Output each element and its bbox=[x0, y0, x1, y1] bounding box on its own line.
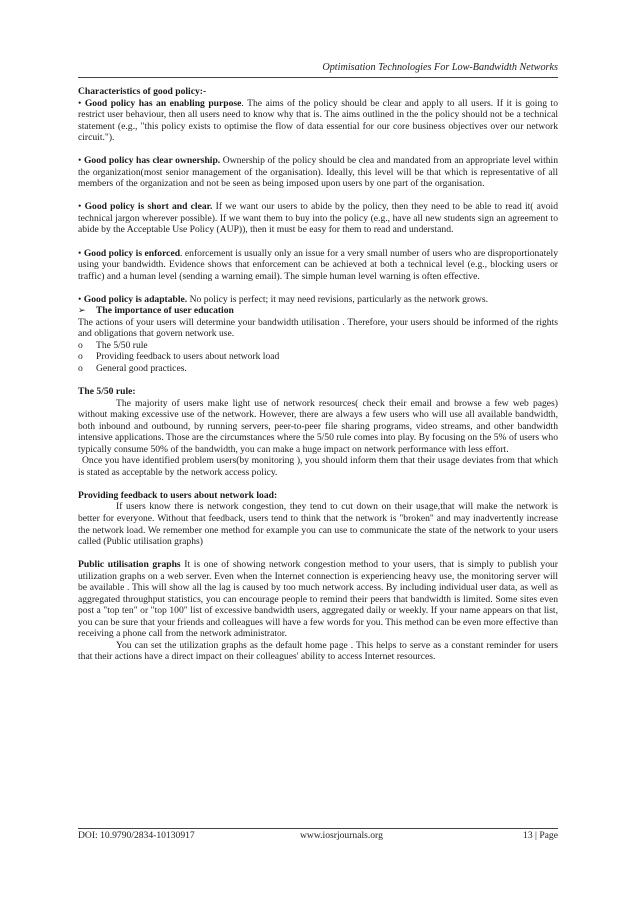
policy-item: • Good policy is enforced. enforcement is usually only an issue for a very small number of users who are disproportionately using your bandwidth. Evidence shows that enforcement can be achieved at both a technical level (e.g., blocking users or traffic) and a human level (sending a warning email). The simple human level warning is often effective. bbox=[78, 247, 558, 282]
education-intro: The actions of your users will determine your bandwidth utilisation . Therefore, your users should be informed of the rights and obligations that govern network use. bbox=[78, 316, 558, 340]
characteristics-heading: Characteristics of good policy:- bbox=[78, 86, 207, 97]
policy-item: • Good policy has clear ownership. Ownership of the policy should be clea and mandated from an appropriate level within the organization(most senior management of the organisation). Ideally, this level will be that which is representative of all members of the organization and not be seen as being imposed upon users by one part of the organisation. bbox=[78, 155, 558, 190]
policy-item: • Good policy is short and clear. If we want our users to abide by the policy, then they need to be able to read it( avoid technical jargon wherever possible). If we want them to buy into the policy (e.g., have all new students sign an agreement to abide by the Acceptable Use Policy (AUP)), then it must be easy for them to read and understand. bbox=[78, 201, 558, 236]
list-item: o Providing feedback to users about network load bbox=[78, 351, 280, 363]
rule550-paragraph: The majority of users make light use of network resources( check their email and browse a few web pages) without making excessive use of the network. However, there are always a few users who will use all available bandwidth, both inbound and outbound, by running servers, peer-to-peer file sharing programs, video streams, and other bandwidth intensive applications. Those are the circumstances where the 5/50 rule comes into play. By focusing on the 5% of users who typically consume 50% of the bandwidth, you can make a huge impact on network performance with less effort. bbox=[78, 397, 558, 455]
rule550-paragraph-2: Once you have identified problem users(by monitoring ), you should inform them that their usage deviates from that which is stated as acceptable by the network access policy. bbox=[78, 455, 558, 478]
header-rule bbox=[78, 77, 558, 78]
footer-website: www.iosrjournals.org bbox=[300, 830, 383, 841]
page-body bbox=[78, 86, 558, 663]
education-heading: The importance of user education bbox=[96, 305, 234, 317]
footer-rule bbox=[78, 828, 558, 829]
graphs-heading: Public utilisation graphs bbox=[78, 559, 181, 571]
education-heading-row bbox=[78, 305, 558, 317]
footer-doi: DOI: 10.9790/2834-10130917 bbox=[78, 830, 195, 841]
rule550-heading: The 5/50 rule: bbox=[78, 385, 136, 397]
graphs-paragraph: Public utilisation graphs It is one of showing network congestion method to your users, that is simply to publish your utilization graphs on a web server. Even when the Internet connection is experiencing heavy use, the monitoring server will be available . This will show all the lag is caused by too much network access. By including individual user data, as well as aggregated throughput statistics, you can encourage people to remind their peers that bandwidth is limited. Some sites even post a "top ten" or "top 100" list of excessive bandwidth users, aggregated daily or weekly. If your name appears on that list, you can be sure that your friends and colleagues will have a few words for you. This method can be even more effective than receiving a phone call from the network administrator. bbox=[78, 559, 558, 640]
footer-page-number: 13 | Page bbox=[523, 830, 558, 841]
arrow-bullet-icon: ➢ bbox=[78, 305, 86, 316]
list-item: o The 5/50 rule bbox=[78, 339, 148, 351]
policy-item: • Good policy has an enabling purpose. The aims of the policy should be clear and apply to all users. If it is going to restrict user behaviour, then all users need to know why that is. The aims outlined in the the policy should not be a technical statement (e.g., "this policy exists to optimise the flow of data essential for our core business objectives over our network circuit."). bbox=[78, 97, 558, 144]
feedback-paragraph: If users know there is network congestion, they tend to cut down on their usage,that will make the network is better for everyone. Without that feedback, users tend to think that the network is "broken" and may inadvertently increase the network load. We remember one method for example you can use to communicate the state of the network to your users called (Public utilisation graphs) bbox=[78, 501, 558, 548]
page-footer bbox=[78, 830, 558, 844]
list-item: o General good practices. bbox=[78, 362, 187, 374]
feedback-heading: Providing feedback to users about network load: bbox=[78, 489, 278, 501]
running-header: Optimisation Technologies For Low-Bandwidth Networks bbox=[322, 62, 558, 73]
policy-item: • Good policy is adaptable. No policy is perfect; it may need revisions, particularly as the network grows. bbox=[78, 293, 488, 305]
graphs-paragraph-2: You can set the utilization graphs as the default home page . This helps to serve as a constant reminder for users that their actions have a direct impact on their colleagues' ability to access Internet resources. bbox=[78, 639, 558, 663]
